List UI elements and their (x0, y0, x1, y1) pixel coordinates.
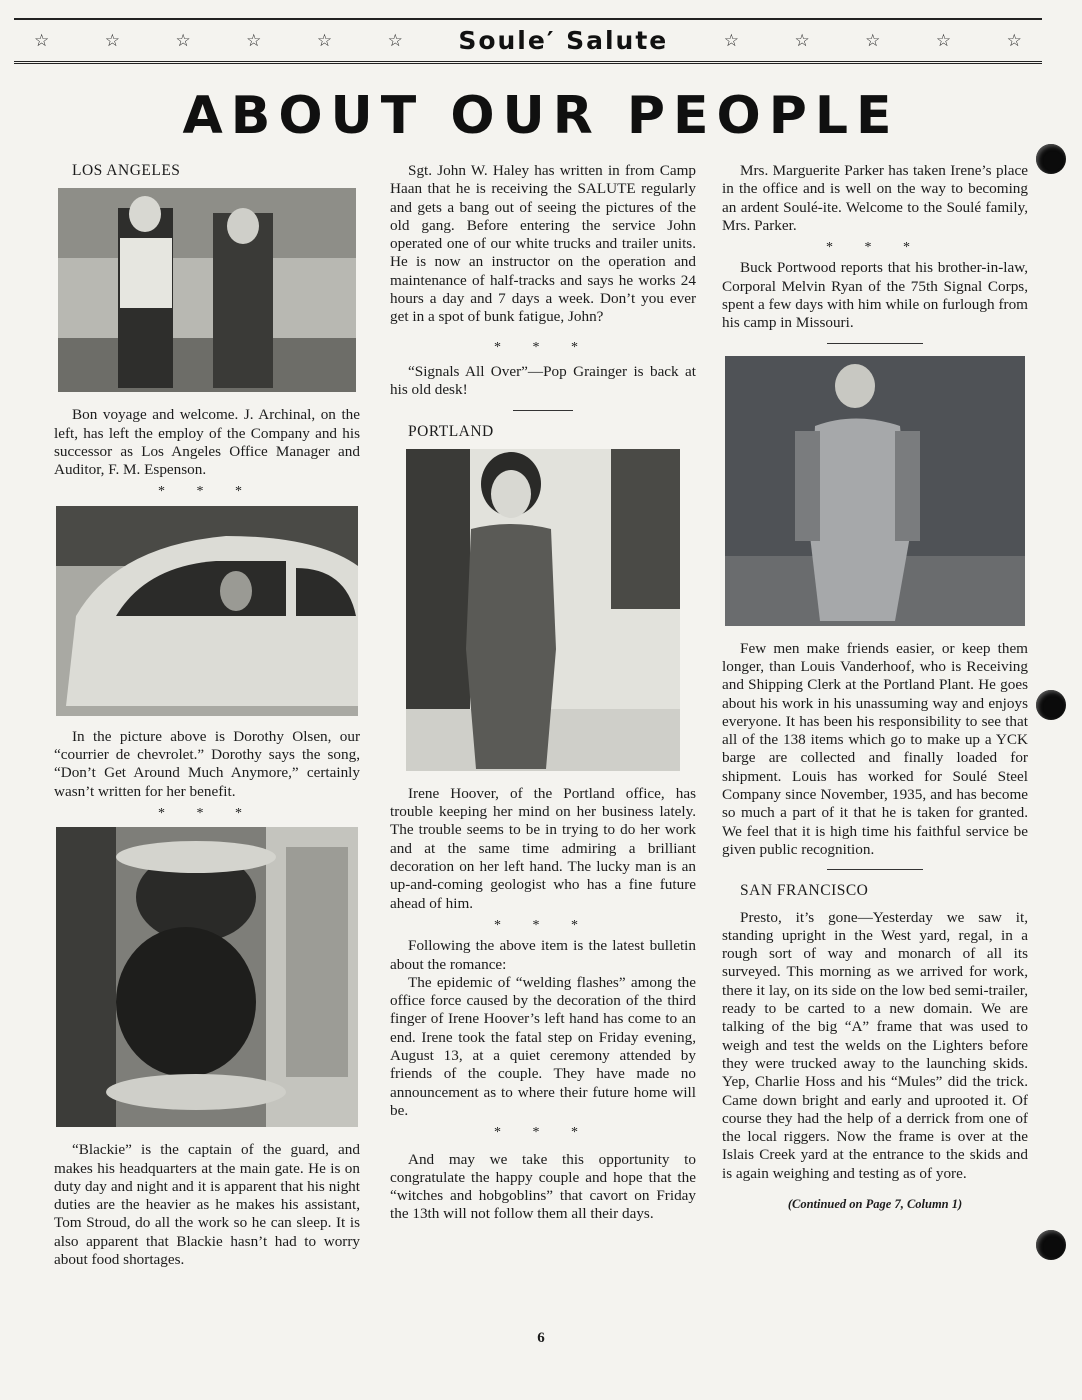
section-heading-portland: PORTLAND (408, 422, 494, 440)
caption-dorothy-olsen: In the picture above is Dorothy Olsen, our “courrier de chevrolet.” Dorothy says the song, “Don’t Get Around Much Anymore,” certainly wasn’t written for her benefit. (54, 727, 360, 800)
column-3 (722, 162, 1028, 1213)
star-outline-icon: ☆ (316, 30, 333, 51)
article-marguerite-parker: Mrs. Marguerite Parker has taken Irene’s place in the office and is well on the way to becoming an ardent Soulé-ite. Welcome to the Soulé family, Mrs. Parker. (722, 162, 1028, 234)
star-outline-icon: ☆ (794, 30, 810, 51)
masthead (14, 18, 1042, 64)
caption-blackie: “Blackie” is the captain of the guard, and makes his headquarters at the main gate. He is on duty day and night and it is apparent that his night duties are the heavier as he makes his assistant, Tom Stroud, do all the work so he can sleep. It is also apparent that Blackie hasn’t had to worry about food shortages. (54, 1141, 360, 1269)
caption-archinal: Bon voyage and welcome. J. Archinal, on the left, has left the employ of the Company and his successor as Los Angeles Office Manager and Auditor, F. M. Espenson. (54, 406, 360, 479)
punch-hole (1036, 1230, 1066, 1260)
separator-stars: * * * (158, 805, 256, 821)
page-headline: ABOUT OUR PEOPLE (182, 86, 900, 146)
star-outline-icon: ☆ (104, 30, 120, 51)
separator-stars: * * * (494, 917, 592, 933)
separator-stars: * * * (494, 1125, 592, 1141)
punch-hole (1036, 690, 1066, 720)
section-rule (513, 410, 573, 411)
continued-notice: (Continued on Page 7, Column 1) (787, 1196, 963, 1211)
star-outline-icon: ☆ (1006, 30, 1022, 51)
star-outline-icon: ☆ (246, 30, 262, 51)
publication-title: Soule′ Salute (458, 26, 669, 55)
separator-stars: * * * (158, 484, 256, 500)
star-outline-icon: ☆ (723, 30, 739, 51)
article-john-haley: Sgt. John W. Haley has written in from Camp Haan that he is receiving the SALUTE regularly and gets a bang out of seeing the pictures of the old gang. Before entering the service John operated one of our white trucks and trailer units. He is now an instructor on the operation and maintenance of half-tracks and says he works 24 hours a day and 7 days a week. Don’t you ever get in a spot of bunk fatigue, John? (390, 162, 696, 326)
article-buck-portwood: Buck Portwood reports that his brother-in-law, Corporal Melvin Ryan of the 75th Signal Corps, spent a few days with him while on furlough from his camp in Missouri. (722, 259, 1028, 332)
photo-louis-vanderhoof (725, 356, 1025, 626)
column-2 (390, 162, 696, 1224)
section-heading-san-francisco: SAN FRANCISCO (740, 882, 869, 900)
section-rule (827, 869, 923, 870)
star-outline-icon: ☆ (175, 30, 191, 51)
page-number: 6 (537, 1330, 545, 1346)
article-bulletin-intro: Following the above item is the latest bulletin about the romance: (390, 937, 696, 973)
article-louis-vanderhoof: Few men make friends easier, or keep them longer, than Louis Vanderhoof, who is Receiving and Shipping Clerk at the Portland Plant. He goes about his work in his unassuming way and enjoys everyone. It has been his responsibility to see that all of the 138 items which go to make up a YCK barge are collected and finally loaded for shipment. Louis has worked for Soulé Steel Company since November, 1935, and has become so much a part of it that he is taken for granted. We feel that it is high time his faithful service be given public recognition. (722, 639, 1028, 858)
article-irene-hoover: Irene Hoover, of the Portland office, has trouble keeping her mind on her business lately. The trouble seems to be in trying to do her work and at the same time admiring a brilliant decoration on her left hand. The lucky man is an up-and-coming geologist who has a fine future ahead of him. (390, 784, 696, 912)
star-outline-icon: ☆ (34, 30, 50, 51)
photo-dog-blackie (56, 827, 358, 1127)
photo-two-men (58, 188, 356, 392)
photo-car (56, 506, 358, 716)
punch-hole (1036, 144, 1066, 174)
article-pop-grainger: “Signals All Over”—Pop Grainger is back at his old desk! (390, 362, 696, 399)
star-outline-icon: ☆ (935, 30, 952, 51)
article-welding-flashes: The epidemic of “welding flashes” among the office force caused by the decoration of the third finger of Irene Hoover’s left hand has come to an end. Irene took the fatal step on Friday evening, August 13, at a quiet ceremony attended by friends of the couple. They have made no announcement as to where their future home will be. (390, 973, 696, 1119)
photo-irene-hoover (406, 449, 680, 771)
column-1 (54, 162, 360, 1269)
section-rule (827, 343, 923, 344)
article-congratulations: And may we take this opportunity to congratulate the happy couple and hope that the “witches and hobgoblins” that cavort on Friday the 13th will not follow them all their days. (390, 1150, 696, 1223)
section-heading-los-angeles: LOS ANGELES (72, 162, 181, 179)
star-outline-icon: ☆ (865, 30, 881, 51)
star-outline-icon: ☆ (387, 30, 403, 51)
article-a-frame: Presto, it’s gone—Yesterday we saw it, standing upright in the West yard, regal, in a rough sort of way and monarch of all its surveyed. This morning as we arrived for work, there it lay, on its side on the low bed semi-trailer, ready to be carted to a new domain. We are talking of the big “A” frame that was used to weigh and test the welds on the Lighters before they were trucked away to the launching skids. Yep, Charlie Hoss and his “Mules” did the trick. Came down bright and early and uprooted it. Of course they had the help of a derrick from one of the local riggers. Now the frame is over at the Islais Creek yard at the entrance to the skids and is again weighing and testing as of yore. (722, 908, 1028, 1182)
separator-stars: * * * (826, 240, 924, 256)
separator-stars: * * * (494, 339, 592, 355)
